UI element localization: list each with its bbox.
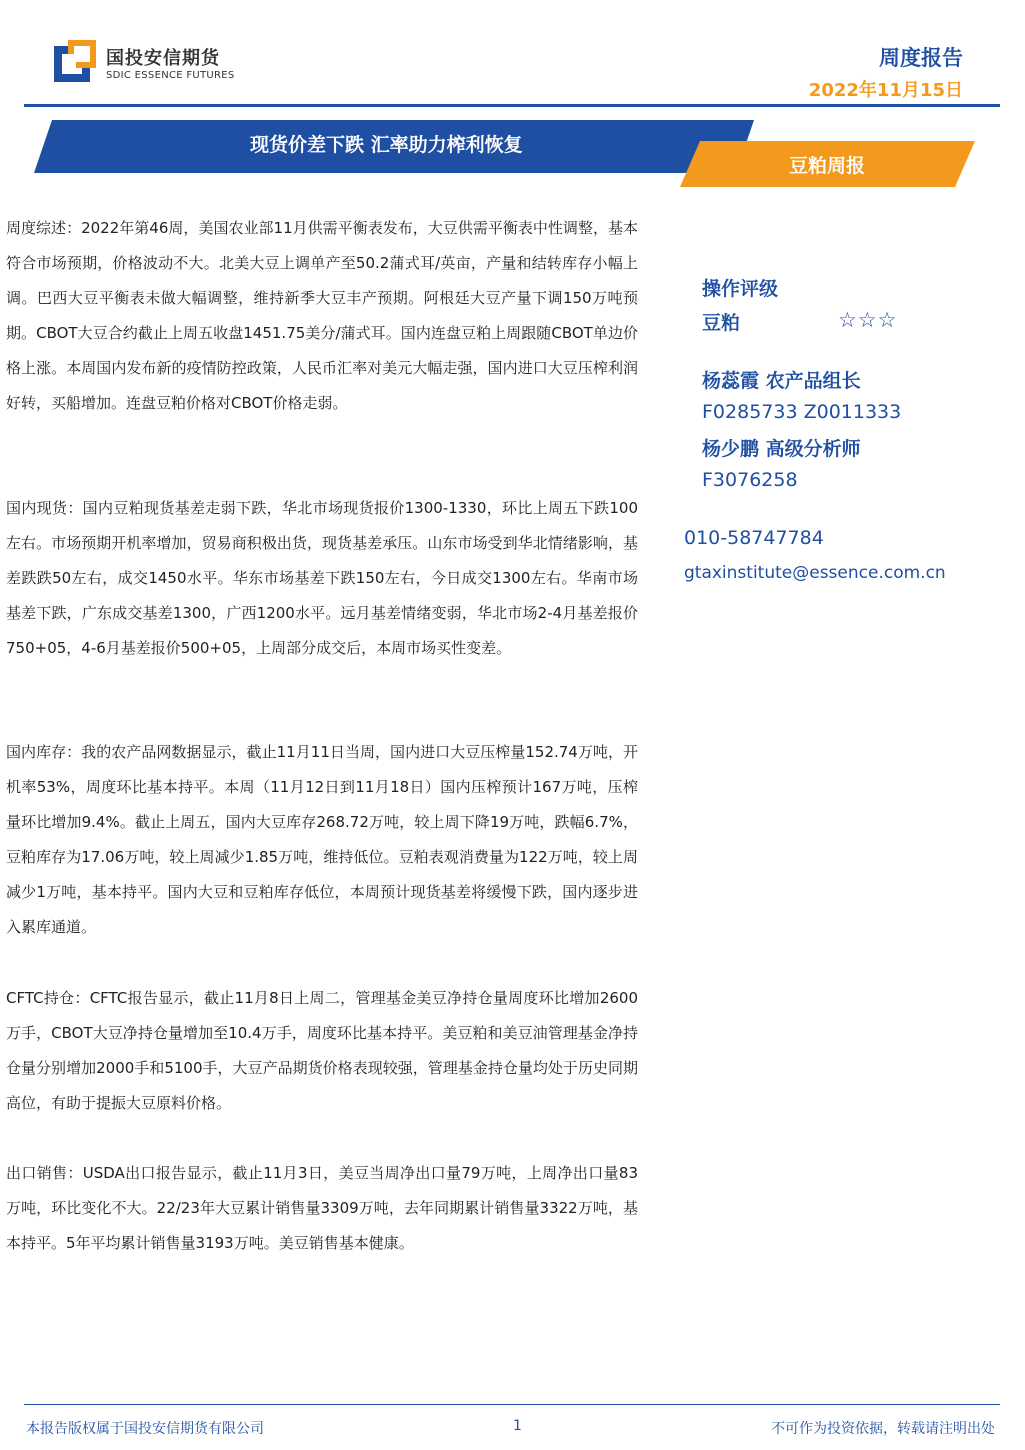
rating-product: 豆粕	[702, 312, 741, 334]
report-title: 现货价差下跌 汇率助力榨利恢复	[250, 134, 523, 156]
page-number: 1	[513, 1418, 522, 1434]
analyst-1-license: F0285733 Z0011333	[702, 401, 902, 423]
logo-text-en: SDIC ESSENCE FUTURES	[106, 70, 235, 81]
paragraph-export-sales: 出口销售：USDA出口报告显示，截止11月3日，美豆当周净出口量79万吨，上周净出口量83万吨，环比变化不大。22/23年大豆累计销售量3309万吨，去年同期累计销售量3322万吨，基本持平。5年平均累计销售量3193万吨。美豆销售基本健康。	[6, 1164, 638, 1252]
header-divider	[24, 104, 1000, 107]
rating-title: 操作评级	[702, 278, 779, 300]
footer-disclaimer: 不可作为投资依据，转载请注明出处	[771, 1421, 995, 1437]
paragraph-domestic-spot: 国内现货：国内豆粕现货基差走弱下跌，华北市场现货报价1300-1330，环比上周五下跌100左右。市场预期开机率增加，贸易商积极出货，现货基差承压。山东市场受到华北情绪影响，基差跌跌50左右，成交1450水平。华东市场基差下跌150左右，今日成交1300左右。华南市场基差下跌，广东成交基差1300，广西1200水平。远月基差情绪变弱，华北市场2-4月基差报价750+05，4-6月基差报价500+05，上周部分成交后，本周市场买性变差。	[6, 499, 638, 657]
footer-copyright: 本报告版权属于国投安信期货有限公司	[26, 1421, 264, 1437]
contact-email[interactable]: gtaxinstitute@essence.com.cn	[684, 563, 946, 583]
rating-stars-icon: ☆☆☆	[838, 308, 898, 332]
footer-divider	[24, 1404, 1000, 1405]
report-date: 2022年11月15日	[808, 80, 963, 101]
analyst-2-name: 杨少鹏 高级分析师	[702, 438, 861, 460]
contact-phone: 010-58747784	[684, 527, 824, 549]
company-logo	[54, 40, 234, 92]
paragraph-weekly-summary: 周度综述：2022年第46周，美国农业部11月供需平衡表发布，大豆供需平衡表中性调整，基本符合市场预期，价格波动不大。北美大豆上调单产至50.2蒲式耳/英亩，产量和结转库存小幅上调。巴西大豆平衡表未做大幅调整，维持新季大豆丰产预期。阿根廷大豆产量下调150万吨预期。CBOT大豆合约截止上周五收盘1451.75美分/蒲式耳。国内连盘豆粕上周跟随CBOT单边价格上涨。本周国内发布新的疫情防控政策，人民币汇率对美元大幅走强，国内进口大豆压榨利润好转，买船增加。连盘豆粕价格对CBOT价格走弱。	[6, 219, 638, 412]
logo-text-cn: 国投安信期货	[106, 48, 220, 69]
logo-mark-icon	[54, 40, 96, 82]
paragraph-cftc-positions: CFTC持仓：CFTC报告显示，截止11月8日上周二，管理基金美豆净持仓量周度环比增加2600万手，CBOT大豆净持仓量增加至10.4万手，周度环比基本持平。美豆粕和美豆油管理基金净持仓量分别增加2000手和5100手，大豆产品期货价格表现较强，管理基金持仓量均处于历史同期高位，有助于提振大豆原料价格。	[6, 989, 638, 1112]
report-type: 周度报告	[879, 46, 963, 70]
analyst-1-name: 杨蕊霞 农产品组长	[702, 370, 861, 392]
analyst-2-license: F3076258	[702, 469, 798, 491]
paragraph-domestic-inventory: 国内库存：我的农产品网数据显示，截止11月11日当周，国内进口大豆压榨量152.74万吨，开机率53%，周度环比基本持平。本周（11月12日到11月18日）国内压榨预计167万吨，压榨量环比增加9.4%。截止上周五，国内大豆库存268.72万吨，较上周下降19万吨，跌幅6.7%，豆粕库存为17.06万吨，较上周减少1.85万吨，维持低位。豆粕表观消费量为122万吨，较上周减少1万吨，基本持平。国内大豆和豆粕库存低位，本周预计现货基差将缓慢下跌，国内逐步进入累库通道。	[6, 743, 638, 936]
report-category: 豆粕周报	[789, 155, 866, 177]
